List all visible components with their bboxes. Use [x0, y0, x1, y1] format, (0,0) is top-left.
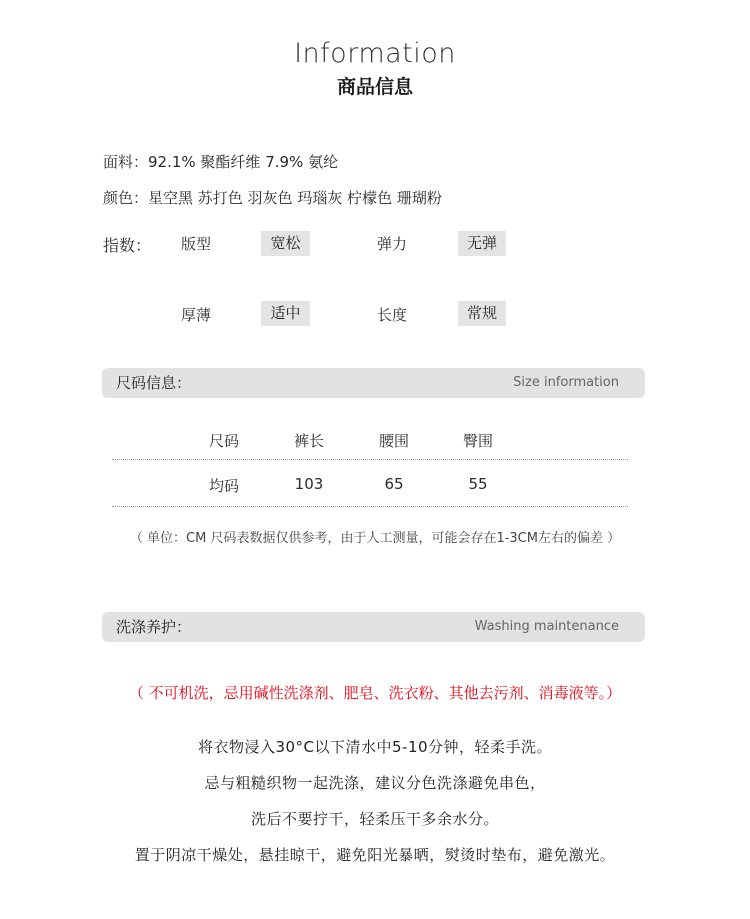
- wash-section-title: 洗涤养护：: [116, 618, 192, 636]
- length-cell: 103: [294, 475, 324, 493]
- size-header-cell: 尺码: [208, 432, 239, 450]
- fit-value-tag: 宽松: [261, 231, 310, 256]
- thickness-value-tag: 适中: [261, 301, 310, 326]
- fabric-label: 面料：: [103, 153, 149, 171]
- wash-section-subtitle: Washing maintenance: [474, 619, 619, 634]
- size-section-title: 尺码信息：: [116, 374, 192, 392]
- care-line: 将衣物浸入30°C以下清水中5-10分钟，轻柔手洗。: [197, 738, 553, 756]
- length-value-tag: 常规: [458, 301, 506, 326]
- index-label: 指数：: [103, 236, 152, 255]
- color-row: [103, 187, 442, 208]
- waist-cell: 65: [384, 475, 404, 493]
- fabric-row: [103, 151, 338, 172]
- size-section-subtitle: Size information: [513, 375, 619, 390]
- table-divider: [112, 506, 628, 507]
- wash-section-bar: [102, 612, 645, 642]
- size-cell: 均码: [208, 477, 239, 495]
- size-table-header: [0, 430, 750, 450]
- length-label: 长度: [377, 306, 408, 324]
- care-line: 洗后不要拧干，轻柔压干多余水分。: [250, 810, 499, 828]
- fabric-value: 92.1% 聚酯纤维 7.9% 氨纶: [148, 153, 339, 171]
- size-section-bar: [102, 368, 645, 398]
- elastic-label: 弹力: [377, 235, 408, 253]
- wash-warning: （ 不可机洗，忌用碱性洗涤剂、肥皂、洗衣粉、其他去污剂、消毒液等。）: [128, 684, 622, 702]
- title-english: Information: [294, 38, 456, 69]
- care-line: 忌与粗糙织物一起洗涤，建议分色洗涤避免串色，: [204, 774, 546, 792]
- hip-cell: 55: [468, 475, 488, 493]
- title-chinese: 商品信息: [336, 76, 413, 98]
- fit-label: 版型: [181, 235, 212, 253]
- table-divider: [112, 459, 628, 460]
- hip-header-cell: 臀围: [462, 432, 493, 450]
- color-value: 星空黑 苏打色 羽灰色 玛瑙灰 柠檬色 珊瑚粉: [148, 189, 442, 207]
- size-note: （ 单位：CM 尺码表数据仅供参考，由于人工测量，可能会存在1-3CM左右的偏差 ）: [129, 531, 621, 546]
- waist-header-cell: 腰围: [378, 432, 409, 450]
- table-row: [0, 475, 750, 495]
- thickness-label: 厚薄: [181, 306, 212, 324]
- length-header-cell: 裤长: [293, 432, 324, 450]
- elastic-value-tag: 无弹: [458, 231, 506, 256]
- care-line: 置于阴凉干燥处，悬挂晾干，避免阳光暴晒，熨烫时垫布，避免激光。: [134, 846, 616, 864]
- color-label: 颜色：: [103, 189, 149, 207]
